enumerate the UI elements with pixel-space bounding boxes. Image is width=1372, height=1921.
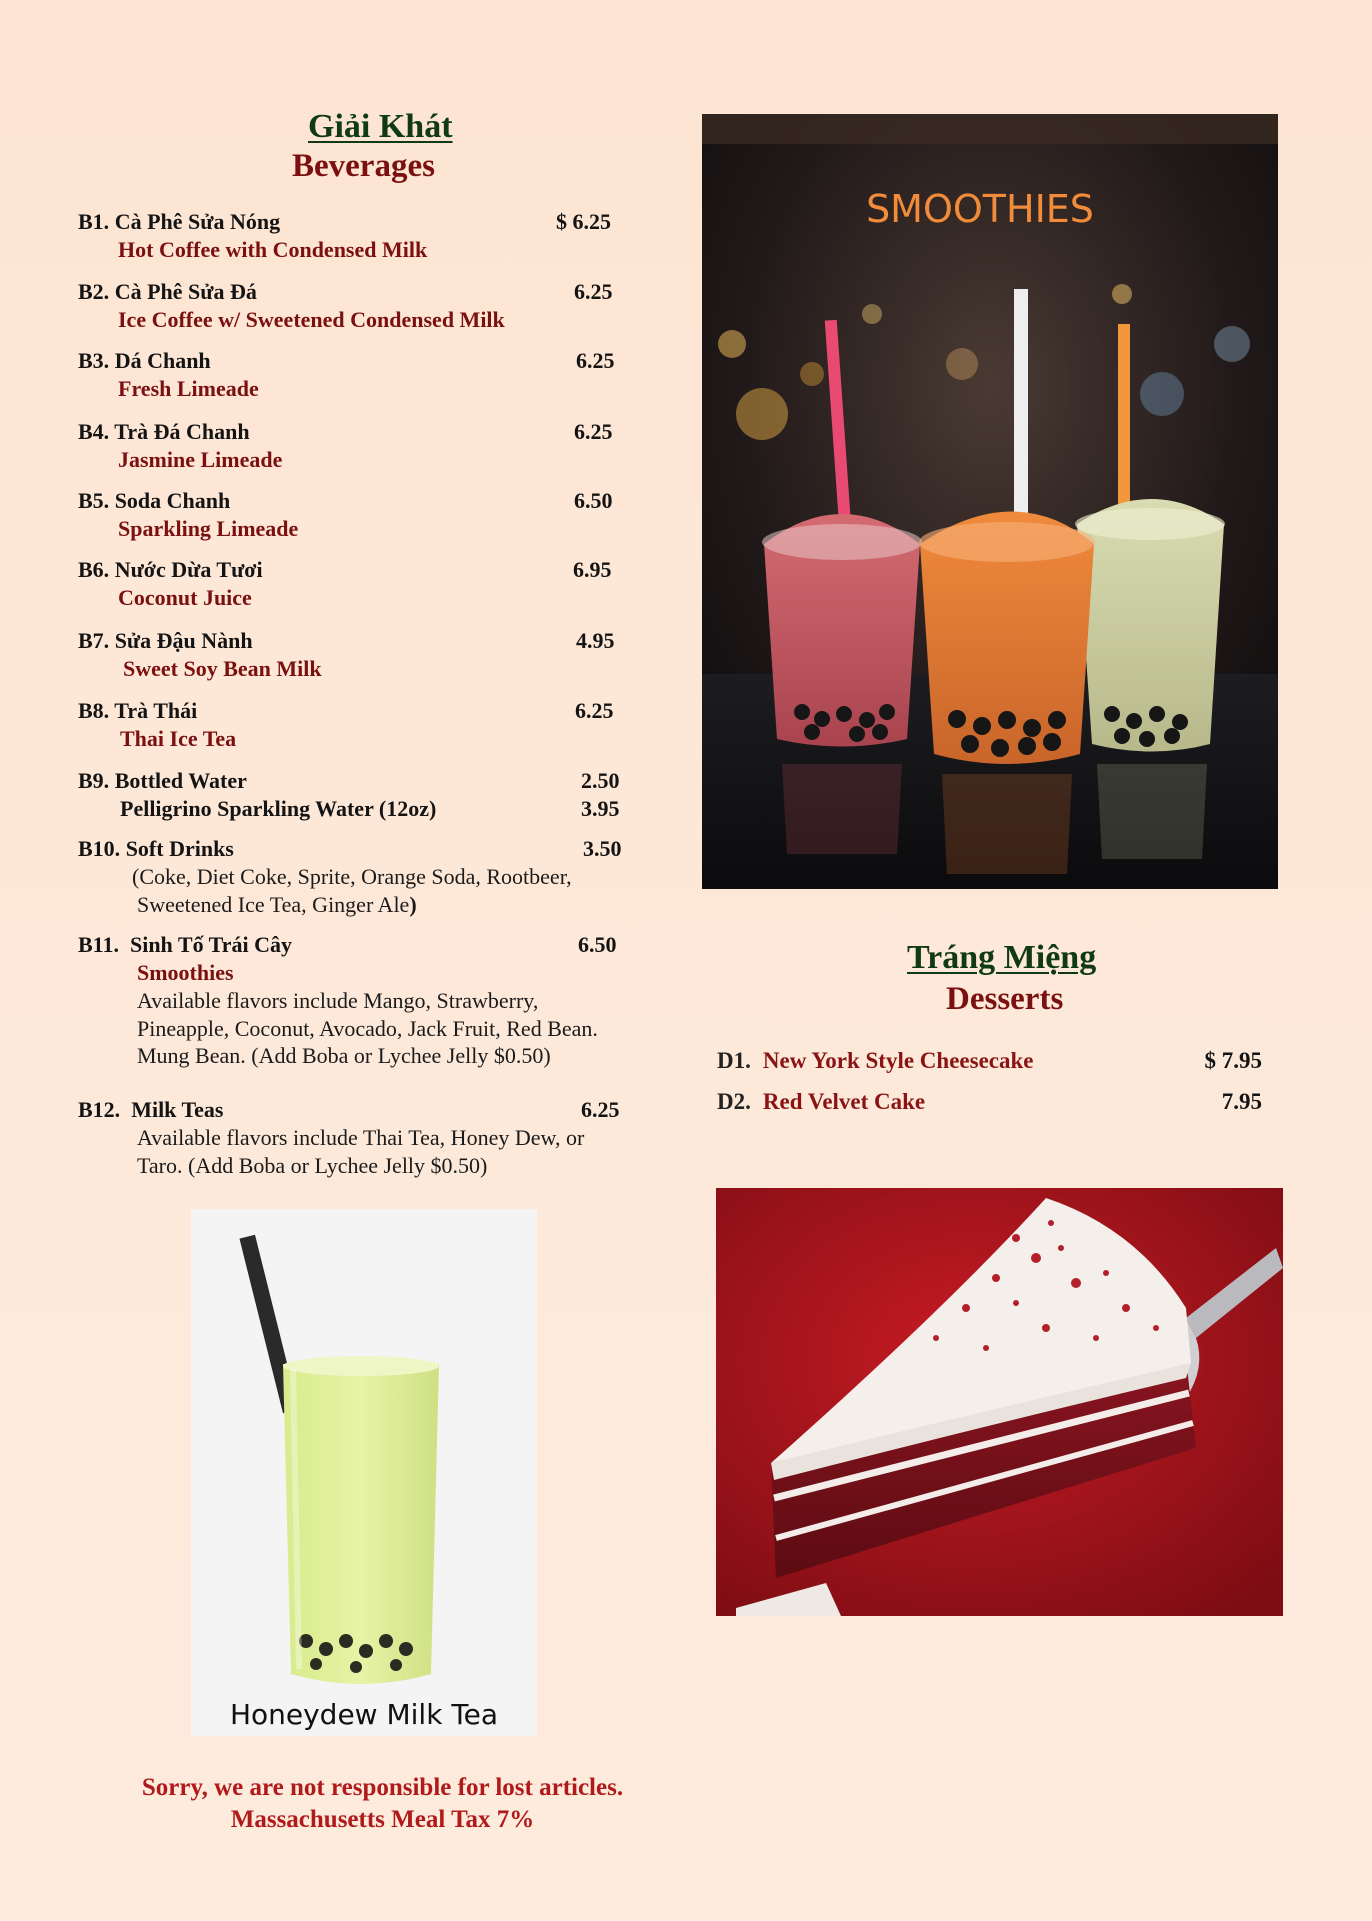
- milk-tea-caption: Honeydew Milk Tea: [229, 1698, 499, 1731]
- item-price: 6.25: [574, 419, 613, 444]
- item-english-name: Sparkling Limeade: [118, 516, 299, 541]
- item-name: Trà Thái: [114, 698, 198, 723]
- item-name: Soda Chanh: [114, 488, 231, 513]
- menu-item-b8: [78, 697, 648, 753]
- desserts-title-en: Desserts: [946, 981, 1064, 1017]
- item-description-2: [78, 891, 648, 919]
- menu-item-b11: [78, 931, 648, 1070]
- item-description: Available flavors include Mango, Strawberry,: [137, 988, 539, 1013]
- item-price: 6.95: [573, 557, 612, 582]
- item-code: B7.: [78, 628, 110, 653]
- red-velvet-cake-photo: [716, 1188, 1283, 1616]
- menu-item-b3: [78, 347, 648, 403]
- item-price: 6.25: [581, 1097, 620, 1122]
- item-price: 6.50: [574, 488, 613, 513]
- item-sub-price: 3.95: [581, 796, 620, 821]
- beverages-title-en: Beverages: [292, 148, 435, 184]
- item-name: Dá Chanh: [114, 348, 211, 373]
- menu-item-b7: [78, 627, 648, 683]
- item-price: 6.25: [574, 279, 613, 304]
- item-code: B8.: [78, 698, 110, 723]
- item-price: 6.25: [575, 698, 614, 723]
- footer-disclaimer: Sorry, we are not responsible for lost articles.: [141, 1774, 624, 1801]
- item-english-name: Hot Coffee with Condensed Milk: [118, 237, 428, 262]
- item-price: 3.50: [583, 836, 622, 861]
- menu-item-b2: [78, 278, 648, 334]
- item-name: New York Style Cheesecake: [762, 1048, 1034, 1073]
- smoothies-caption: SMOOTHIES: [866, 187, 1094, 231]
- menu-item-b12: [78, 1096, 648, 1179]
- item-code: D1.: [717, 1048, 751, 1073]
- item-english-name: Smoothies: [137, 960, 234, 985]
- item-code: B5.: [78, 488, 110, 513]
- smoothies-photo: [702, 114, 1278, 889]
- menu-item-b4: [78, 418, 648, 474]
- smoothies-illustration: [702, 114, 1278, 889]
- item-name: Soft Drinks: [125, 836, 234, 861]
- item-name: Sinh Tố Trái Cây: [129, 932, 292, 957]
- menu-item-b6: [78, 556, 648, 612]
- dessert-item-d2: [717, 1087, 1262, 1117]
- item-code: B2.: [78, 279, 110, 304]
- item-price: 2.50: [581, 768, 620, 793]
- desserts-title-viet: Tráng Miệng: [907, 939, 1097, 976]
- dessert-item-d1: [717, 1046, 1262, 1076]
- item-description-text: Sweetened Ice Tea, Ginger Ale: [137, 891, 410, 917]
- item-description: (Coke, Diet Coke, Sprite, Orange Soda, Rootbeer,: [132, 864, 572, 889]
- milk-tea-illustration: [191, 1209, 537, 1699]
- item-english-name: Sweet Soy Bean Milk: [123, 656, 322, 681]
- item-name: Nước Dừa Tươi: [114, 557, 263, 582]
- item-price: 4.95: [576, 628, 615, 653]
- item-code: B3.: [78, 348, 110, 373]
- item-description-close: ): [409, 891, 417, 917]
- item-price: 6.25: [576, 348, 615, 373]
- item-code: B11.: [78, 932, 119, 957]
- item-description: Mung Bean. (Add Boba or Lychee Jelly $0.50): [137, 1043, 551, 1068]
- item-english-name: Jasmine Limeade: [118, 447, 283, 472]
- item-name: Trà Đá Chanh: [114, 419, 250, 444]
- item-code: B1.: [78, 209, 110, 234]
- item-description: Pineapple, Coconut, Avocado, Jack Fruit, Red Bean.: [137, 1015, 598, 1041]
- item-english-name: Coconut Juice: [118, 585, 252, 610]
- item-english-name: Thai Ice Tea: [120, 726, 237, 751]
- item-name: Red Velvet Cake: [762, 1089, 926, 1114]
- item-price: 7.95: [1221, 1089, 1262, 1114]
- item-description: Available flavors include Thai Tea, Honey Dew, or: [137, 1125, 585, 1150]
- item-price: $ 7.95: [1204, 1048, 1262, 1073]
- item-code: B12.: [78, 1097, 121, 1122]
- menu-item-b10: [78, 835, 648, 918]
- item-code: B6.: [78, 557, 110, 582]
- item-name: Cà Phê Sửa Đá: [114, 279, 257, 304]
- menu-item-b5: [78, 487, 648, 543]
- item-name: Bottled Water: [114, 768, 247, 793]
- item-code: B10.: [78, 836, 121, 861]
- menu-item-b9: [78, 767, 648, 823]
- beverages-title-viet: Giải Khát: [308, 108, 453, 145]
- honeydew-milk-tea-photo: [191, 1209, 537, 1736]
- red-velvet-illustration: [716, 1188, 1283, 1616]
- item-description: Taro. (Add Boba or Lychee Jelly $0.50): [137, 1152, 488, 1178]
- item-price: $ 6.25: [556, 209, 611, 234]
- item-name: Cà Phê Sửa Nóng: [114, 209, 281, 234]
- item-english-name: Fresh Limeade: [118, 376, 259, 401]
- item-sub-name: Pelligrino Sparkling Water (12oz): [120, 796, 437, 821]
- footer-tax-note: Massachusetts Meal Tax 7%: [230, 1806, 535, 1833]
- item-code: B9.: [78, 768, 110, 793]
- item-name: Milk Teas: [131, 1097, 224, 1122]
- item-price: 6.50: [578, 932, 617, 957]
- item-code: B4.: [78, 419, 110, 444]
- item-code: D2.: [717, 1089, 751, 1114]
- item-name: Sửa Đậu Nành: [114, 628, 253, 653]
- item-english-name: Ice Coffee w/ Sweetened Condensed Milk: [118, 307, 505, 332]
- menu-item-b1: [78, 208, 648, 264]
